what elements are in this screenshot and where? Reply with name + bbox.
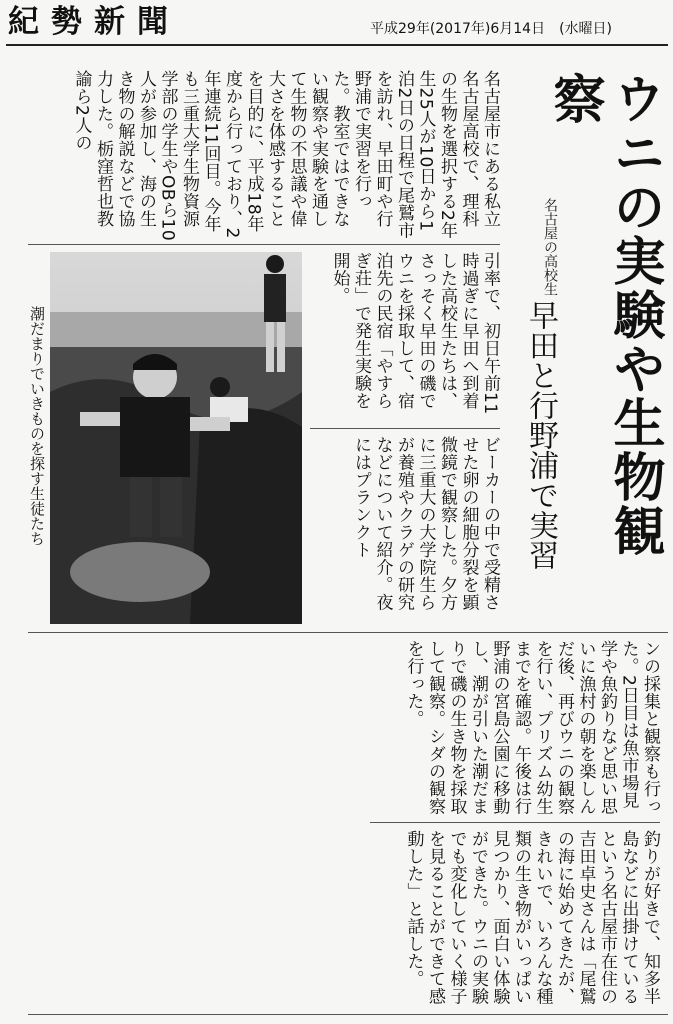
column-rule-2 — [310, 428, 500, 429]
column-rule-1 — [28, 244, 500, 245]
photo-caption: 潮だまりでいきものを探す生徒たち — [28, 306, 46, 546]
bottom-rule — [28, 1014, 668, 1015]
column-rule-3 — [370, 822, 660, 823]
body-text-mid-1: 引率で、初日午前11時過ぎに早田へ到着した高校生たちは、さっそく早田の磯でウニを採取して、宿泊先の民宿「やすらぎ荘」で発生実験を開始。 — [329, 252, 500, 415]
section-rule — [28, 632, 668, 633]
issue-date: 平成29年(2017年)6月14日 (水曜日) — [370, 21, 613, 37]
masthead-rule — [6, 44, 668, 46]
headline: ウニの実験や生物観察 — [544, 72, 664, 558]
subhead-prefix: 名古屋の高校生 — [542, 198, 558, 296]
body-text-top: 名古屋市にある私立名古屋高校で、理科の生物を選択する2年生25人が10日から1泊2日の日程で尾鷲市を訪れ、早田町や行野浦で実習を行った。教室ではできない観察や実験を通して生物の不思議や偉大さを体感することを目的に、平成18年度から行っており、2年連続11回目。今年も三重大学生物資源学部の学生やOBら10人が参加し、海の生き物の解説などで協力した。栃窪哲也教諭ら2人の — [71, 70, 500, 242]
news-photo — [50, 252, 302, 624]
body-text-bottom-1: ンの採集と観察も行った。2日目は魚市場見学や魚釣りなど思い思いに漁村の朝を楽しんだ後、再びウニの観察を行い、プリズム幼生までを確認。午後は行野浦の宮島公園に移動し、潮が引いた潮だまりで磯の生き物を採取して観察。シダの観察を行った。 — [403, 640, 660, 815]
newspaper-name: 紀勢新聞 — [8, 4, 180, 40]
subhead: 早田と行野浦で実習 — [523, 300, 558, 570]
body-text-bottom-2: 釣りが好きで、知多半島などに出掛けているという名古屋市在住の吉田卓史さんは「尾鷲の海に始めてきたが、きれいで、いろんな種類の生き物がいっぱい見つかり、面白い体験ができた。ウニの実験でも変化していく様子を見ることができて感動した」と話した。 — [403, 830, 660, 1005]
tidepool-students-photo — [50, 252, 302, 624]
body-text-mid-2: ビーカーの中で受精させた卵の細胞分裂を顕微鏡で観察した。夕方に三重大の大学院生らが養殖やクラゲの研究などについて紹介。夜にはプランクト — [351, 436, 500, 611]
